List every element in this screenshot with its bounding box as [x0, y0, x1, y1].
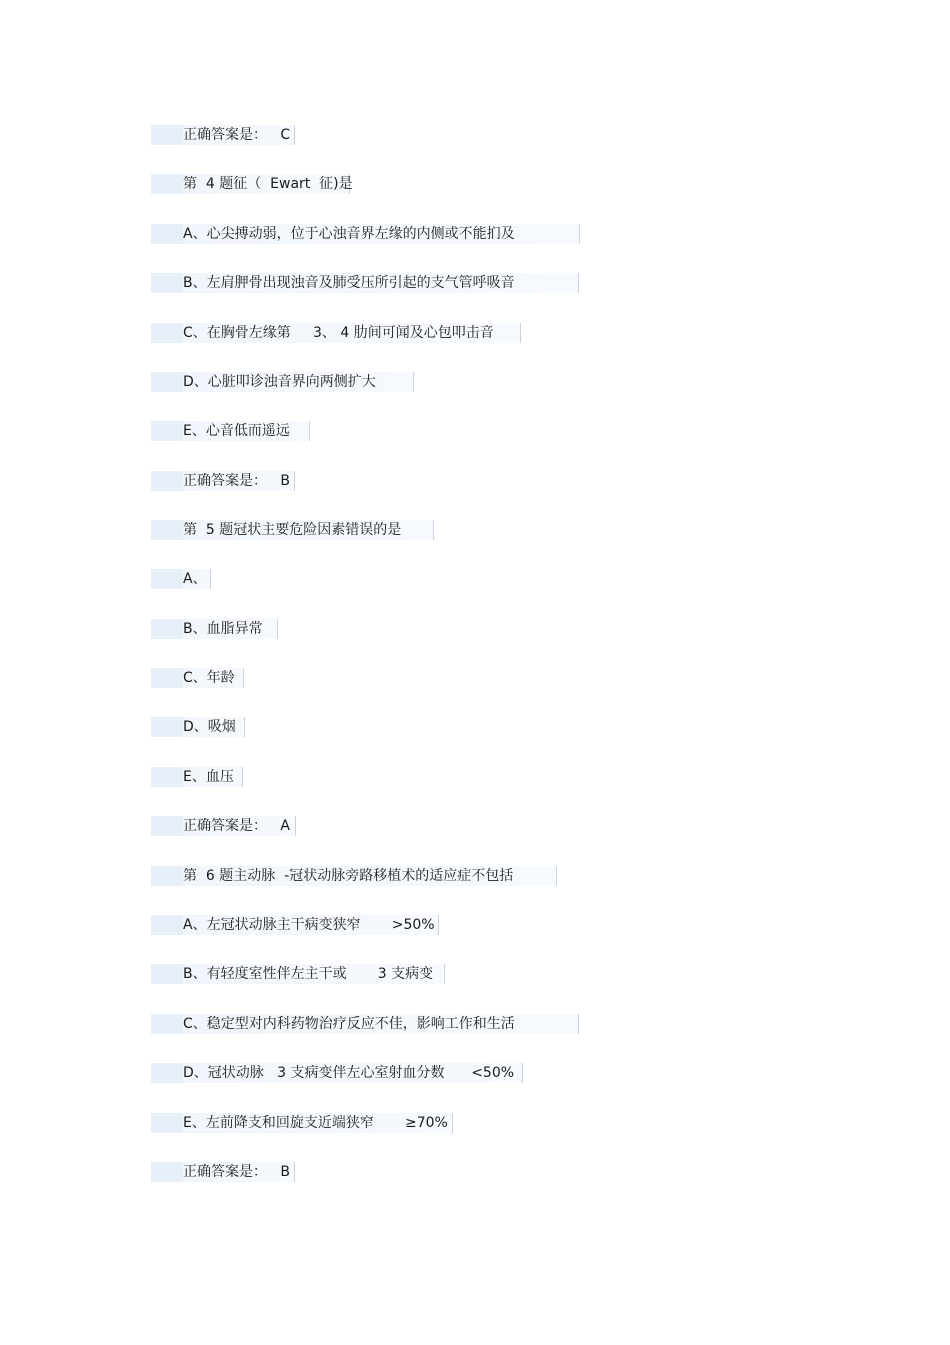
q4-option-e [151, 421, 310, 441]
q6-option-e [151, 1113, 453, 1133]
option-text: E、血压 [183, 769, 234, 785]
option-text: C、在胸骨左缘第 3、 4 肋间可闻及心包叩击音 [183, 325, 494, 341]
option-text: A、左冠状动脉主干病变狭窄 >50% [183, 917, 435, 933]
answer-text: 正确答案是： B [183, 1164, 290, 1180]
q5-option-b [151, 619, 278, 639]
question-5-title [151, 520, 434, 540]
option-text: B、左肩胛骨出现浊音及肺受压所引起的支气管呼吸音 [183, 275, 515, 291]
option-text: C、年龄 [183, 670, 235, 686]
q5-option-d [151, 717, 245, 737]
answer-line-q3 [151, 125, 295, 145]
q5-option-a [151, 569, 211, 589]
option-text: B、有轻度室性伴左主干或 3 支病变 [183, 966, 434, 982]
question-text: 第 4 题征（ Ewart 征)是 [183, 176, 353, 192]
question-4-title [151, 174, 353, 194]
answer-line-q5 [151, 816, 296, 836]
option-text: D、心脏叩诊浊音界向两侧扩大 [183, 374, 376, 390]
q4-option-d [151, 372, 414, 392]
answer-text: 正确答案是： C [183, 127, 291, 143]
q5-option-c [151, 668, 244, 688]
answer-text: 正确答案是： B [183, 473, 290, 489]
option-text: C、稳定型对内科药物治疗反应不佳，影响工作和生活 [183, 1016, 515, 1032]
option-text: D、吸烟 [183, 719, 236, 735]
q6-option-a [151, 915, 439, 935]
answer-text: 正确答案是： A [183, 818, 290, 834]
q6-option-b [151, 964, 445, 984]
q5-option-e [151, 767, 243, 787]
q4-option-c [151, 323, 521, 343]
answer-line-q4 [151, 471, 295, 491]
option-text: A、 [183, 571, 207, 587]
q6-option-c [151, 1014, 579, 1034]
question-text: 第 6 题主动脉 -冠状动脉旁路移植术的适应症不包括 [183, 868, 514, 884]
option-text: E、心音低而遥远 [183, 423, 290, 439]
option-text: B、血脂异常 [183, 621, 263, 637]
option-text: E、左前降支和回旋支近端狭窄 ≥70% [183, 1115, 448, 1131]
question-text: 第 5 题冠状主要危险因素错误的是 [183, 522, 402, 538]
answer-line-q6 [151, 1162, 295, 1182]
q4-option-b [151, 273, 579, 293]
option-text: A、心尖搏动弱，位于心浊音界左缘的内侧或不能扪及 [183, 226, 515, 242]
q6-option-d [151, 1063, 523, 1083]
option-text: D、冠状动脉 3 支病变伴左心室射血分数 <50% [183, 1065, 515, 1081]
q4-option-a [151, 224, 580, 244]
question-6-title [151, 866, 557, 886]
